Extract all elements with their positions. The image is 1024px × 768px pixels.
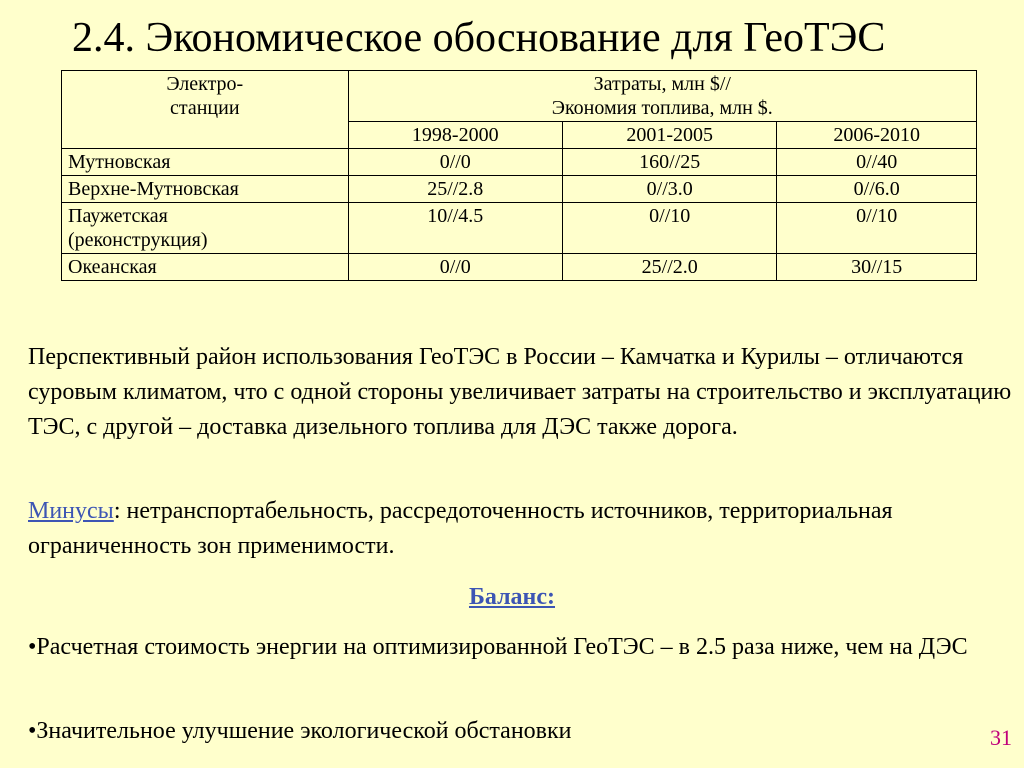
intro-paragraph: Перспективный район использования ГеоТЭС в России – Камчатка и Курилы – отличаются суровым климатом, что с одной стороны увеличивает затраты на строительство и эксплуатацию ТЭС, с другой – доставка дизельного топлива для ДЭС также дорога. [28, 344, 1012, 440]
table-cell: 0//40 [777, 149, 977, 176]
bullet-item: •Значительное улучшение экологической обстановки [28, 718, 572, 744]
minuses-link[interactable]: Минусы [28, 498, 114, 524]
table-row [62, 254, 977, 281]
table-cell: 25//2.8 [348, 176, 562, 203]
table-cell: 0//3.0 [562, 176, 776, 203]
balance-heading: Баланс: [468, 584, 555, 610]
table-row [62, 149, 977, 176]
station-name: Океанская [62, 254, 349, 281]
station-name: Мутновская [62, 149, 349, 176]
table-cell: 0//6.0 [777, 176, 977, 203]
table-cell: 25//2.0 [562, 254, 776, 281]
table-cell: 0//0 [348, 149, 562, 176]
header-costs-line2: Экономия топлива, млн $. [551, 97, 773, 119]
table-cell: 0//10 [777, 203, 977, 254]
page-number: 31 [990, 725, 1012, 750]
station-name: Верхне-Мутновская [62, 176, 349, 203]
header-period: 2006-2010 [777, 122, 977, 149]
header-costs [348, 71, 976, 122]
economics-table [61, 70, 977, 281]
slide-title: 2.4. Экономическое обоснование для ГеоТЭС [72, 15, 886, 61]
table-cell: 0//10 [562, 203, 776, 254]
bullet-item: •Расчетная стоимость энергии на оптимизированной ГеоТЭС – в 2.5 раза ниже, чем на ДЭС [28, 634, 968, 660]
minuses-text: : нетранспортабельность, рассредоточенность источников, территориальная ограниченность зон применимости. [28, 498, 893, 559]
table-row [62, 203, 977, 254]
header-stations: Электро- станции [62, 71, 349, 149]
table-cell: 30//15 [777, 254, 977, 281]
table-row [62, 176, 977, 203]
header-period: 1998-2000 [348, 122, 562, 149]
minuses-paragraph [28, 494, 1018, 564]
table-cell: 160//25 [562, 149, 776, 176]
header-period: 2001-2005 [562, 122, 776, 149]
table-cell: 0//0 [348, 254, 562, 281]
table-header-row [62, 71, 977, 122]
table-cell: 10//4.5 [348, 203, 562, 254]
station-name: Паужетская (реконструкция) [62, 203, 349, 254]
header-costs-line1: Затраты, млн $// [593, 73, 731, 95]
